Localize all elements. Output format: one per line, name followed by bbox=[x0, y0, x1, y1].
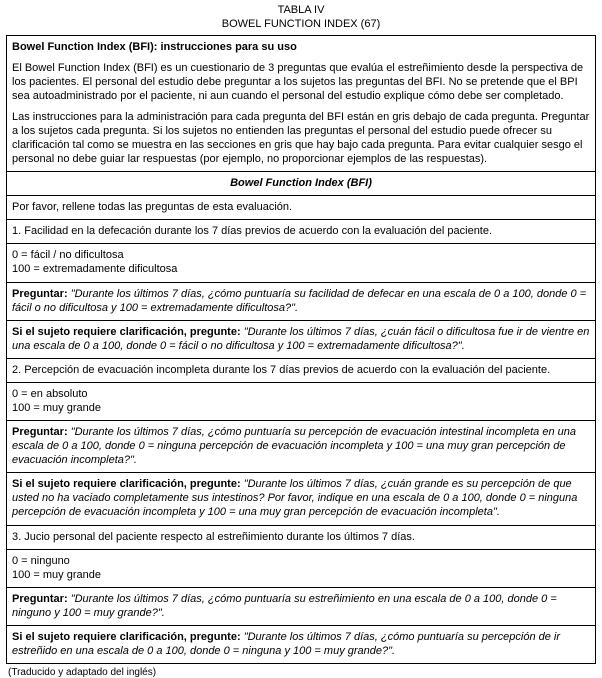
clarify-label: Si el sujeto requiere clarificación, pregunte: bbox=[12, 630, 241, 643]
table-row bbox=[7, 196, 596, 220]
question-3-text: 3. Jucio personal del paciente respecto al estreñimiento durante los últimos 7 días. bbox=[7, 525, 596, 549]
intro-cell bbox=[7, 35, 596, 172]
scale-high: 100 = muy grande bbox=[12, 401, 101, 414]
bfi-table bbox=[6, 35, 596, 665]
table-row bbox=[7, 35, 596, 172]
table-row bbox=[7, 382, 596, 420]
clarify-text: "Durante los últimos 7 días, ¿cuán fácil o dificultosa fue ir de vientre en una escala de 0 a 100, donde 0 = fácil o no dificultosa y 100 = extremadamente dificultosa?". bbox=[12, 325, 590, 352]
scale-high: 100 = muy grande bbox=[12, 568, 101, 581]
clarify-label: Si el sujeto requiere clarificación, pregunte: bbox=[12, 478, 241, 491]
scale-low: 0 = ninguno bbox=[12, 554, 70, 567]
table-row bbox=[7, 625, 596, 663]
table-row bbox=[7, 172, 596, 196]
table-footnote: (Traducido y adaptado del inglés) bbox=[8, 667, 157, 678]
question-2-text: 2. Percepción de evacuación incompleta durante los 7 días previos de acuerdo con la evaluación del paciente. bbox=[7, 358, 596, 382]
table-row bbox=[7, 473, 596, 525]
clarify-label: Si el sujeto requiere clarificación, pregunte: bbox=[12, 325, 241, 338]
table-row bbox=[7, 320, 596, 358]
scale-low: 0 = fácil / no dificultosa bbox=[12, 249, 124, 262]
intro-paragraph-2: Las instrucciones para la administración para cada pregunta del BFI están en gris debajo de cada pregunta. Preguntar a los sujetos cada pregunta. Si los sujetos no entienden las preguntas el personal del estudio puede ofrecer su clarificación tal como se muestra en las secciones en gris que hay bajo cada pregunta. Para evitar cualquier sesgo el personal no debe guiar lar respuestas (por ejemplo, no proporcionar ejemplos de las respuestas). bbox=[12, 110, 590, 166]
ask-text: "Durante los últimos 7 días, ¿cómo puntuaría su estreñimiento en una escala de 0 a 100, donde 0 = ninguno y 100 = muy grande?". bbox=[12, 592, 557, 619]
caption-line-2: BOWEL FUNCTION INDEX (67) bbox=[221, 17, 381, 30]
instruction-line: Por favor, rellene todas las preguntas de esta evaluación. bbox=[7, 196, 596, 220]
caption-line-1: TABLA IV bbox=[277, 4, 325, 16]
scale-high: 100 = extremadamente dificultosa bbox=[12, 263, 178, 276]
question-1-ask bbox=[7, 282, 596, 320]
clarify-text: "Durante los últimos 7 días, ¿cuán grande es su percepción de que usted no ha vaciado completamente sus intestinos? Por favor, indique en una escala de 0 a 100, donde 0 = ninguna percepción de evacuación incompleta y 100 = una muy gran percepción de evacuación incompleta". bbox=[12, 478, 578, 519]
ask-label: Preguntar: bbox=[12, 287, 68, 300]
question-1-scale bbox=[7, 244, 596, 282]
table-row bbox=[7, 358, 596, 382]
question-3-clarify bbox=[7, 625, 596, 663]
intro-paragraph-1: El Bowel Function Index (BFI) es un cuestionario de 3 preguntas que evalúa el estreñimiento desde la perspectiva de los pacientes. El personal del estudio debe preguntar a los sujetos las preguntas del BFI. No se pretende que el BPI sea autoadministrado por el paciente, ni aun cuando el personal del estudio explique cómo debe ser completado. bbox=[12, 61, 584, 102]
question-1-clarify bbox=[7, 320, 596, 358]
scale-low: 0 = en absoluto bbox=[12, 387, 88, 400]
clarify-text: "Durante los últimos 7 días, ¿cómo puntuaría su percepción de ir estreñido en una escala de 0 a 100, donde 0 = ninguna y 100 = muy grande?". bbox=[12, 630, 561, 657]
table-row bbox=[7, 549, 596, 587]
question-1-text: 1. Facilidad en la defecación durante los 7 días previos de acuerdo con la evaluación del paciente. bbox=[7, 220, 596, 244]
section-title: Bowel Function Index (BFI) bbox=[7, 172, 596, 196]
question-3-scale bbox=[7, 549, 596, 587]
table-caption bbox=[6, 4, 596, 32]
ask-text: "Durante los últimos 7 días, ¿cómo puntuaría su facilidad de defecar en una escala de 0 a 100, donde 0 = fácil o no dificultosa y 100 = extremadamente dificultosa?". bbox=[12, 287, 587, 314]
table-row bbox=[7, 525, 596, 549]
table-row bbox=[7, 421, 596, 473]
question-2-clarify bbox=[7, 473, 596, 525]
intro-heading: Bowel Function Index (BFI): instrucciones para su uso bbox=[12, 40, 297, 53]
question-2-scale bbox=[7, 382, 596, 420]
question-2-ask bbox=[7, 421, 596, 473]
table-row bbox=[7, 282, 596, 320]
table-row bbox=[7, 587, 596, 625]
table-row bbox=[7, 244, 596, 282]
ask-text: "Durante los últimos 7 días, ¿cómo puntuaría su percepción de evacuación intestinal incompleta en una escala de 0 a 100, donde 0 = ninguna percepción de evacuación incompleta y 100 = una muy gran percepción de evacuación incompleta?". bbox=[12, 426, 576, 467]
table-row bbox=[7, 220, 596, 244]
ask-label: Preguntar: bbox=[12, 426, 68, 439]
ask-label: Preguntar: bbox=[12, 592, 68, 605]
question-3-ask bbox=[7, 587, 596, 625]
